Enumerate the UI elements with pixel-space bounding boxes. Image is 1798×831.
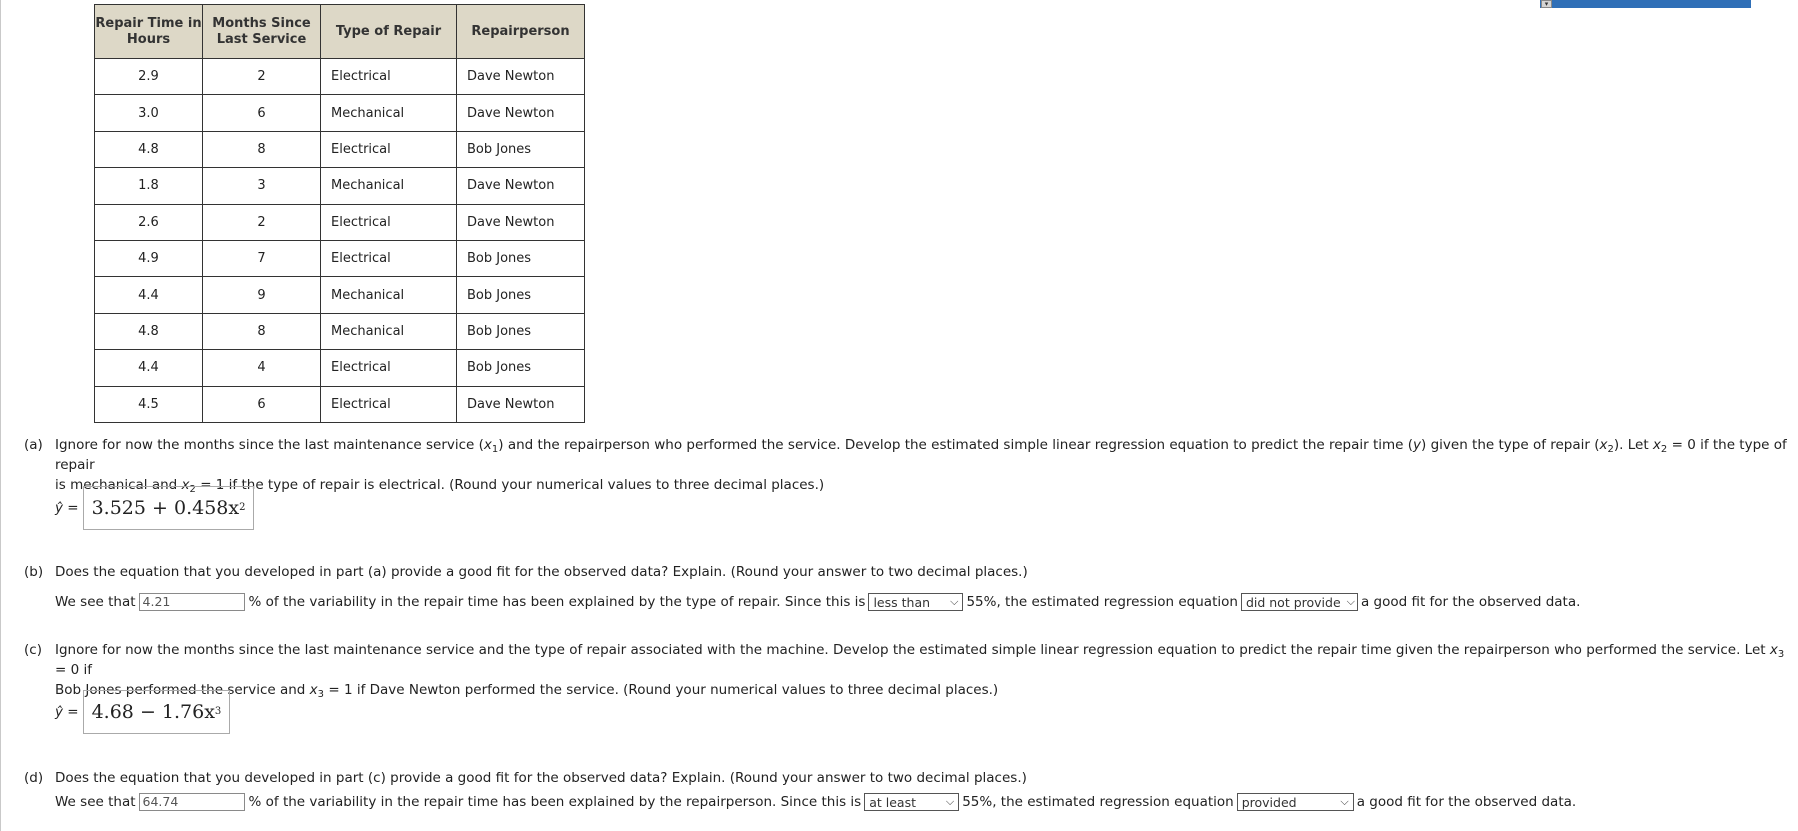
comparison-select-d[interactable]: at least ⌵	[864, 793, 959, 811]
question-c-text: Ignore for now the months since the last maintenance service and the type of repair associated with the machine. Develop the estimated simple linear regression equation to predict the repair time given the repairperson who performed the service. Let $x_3 = 0$ if Bob Jones performed the service and $x_3 = 1$ if Dave Newton performed the service. (Round your numerical values to three decimal places.)	[55, 642, 1785, 700]
table-row: 2.9 2 Electrical Dave Newton	[95, 59, 585, 95]
table-row: 4.8 8 Mechanical Bob Jones	[95, 313, 585, 349]
answer-b-line: We see that 4.21 % of the variability in the repair time has been explained by the type of repair. Since this is less than ⌵ 55%, the estimated regression equation did not provide ⌵ a good fit for the observed data.	[55, 594, 1581, 610]
answer-a-field[interactable]: 3.525 + 0.458x 2	[83, 486, 255, 530]
left-border	[0, 0, 1, 831]
chevron-down-icon: ⌵	[945, 795, 955, 808]
yhat-label: ŷ =	[55, 500, 79, 516]
part-a-tag: (a)	[24, 437, 43, 453]
fit-select-d[interactable]: provided ⌵	[1237, 793, 1354, 811]
header-type-of-repair: Type of Repair	[321, 5, 457, 59]
percent-input-b[interactable]: 4.21	[139, 593, 245, 611]
comparison-select-b[interactable]: less than ⌵	[868, 593, 963, 611]
table-row: 1.8 3 Mechanical Dave Newton	[95, 168, 585, 204]
header-repair-time: Repair Time in Hours	[95, 5, 203, 59]
answer-c-field[interactable]: 4.68 − 1.76x 3	[83, 690, 231, 734]
top-progress-bar	[1540, 0, 1751, 8]
table-row: 3.0 6 Mechanical Dave Newton	[95, 95, 585, 131]
table-header-row	[95, 5, 585, 59]
table-row: 4.5 6 Electrical Dave Newton	[95, 386, 585, 422]
chevron-down-icon: ⌵	[950, 595, 959, 608]
part-b-tag: (b)	[24, 564, 44, 580]
chevron-down-icon: ⌵	[1340, 795, 1349, 808]
question-d-text: Does the equation that you developed in part (c) provide a good fit for the observed data? Explain. (Round your answer to two decimal places.)	[55, 770, 1027, 786]
chevron-down-icon: ⌵	[1346, 595, 1355, 608]
table-row: 4.4 4 Electrical Bob Jones	[95, 350, 585, 386]
part-d-tag: (d)	[24, 770, 44, 786]
header-months-since-service: Months Since Last Service	[203, 5, 321, 59]
answer-a-row	[55, 486, 254, 530]
answer-d-line: We see that 64.74 % of the variability in the repair time has been explained by the repairperson. Since this is at least ⌵ 55%, the estimated regression equation provided ⌵ a good fit for the observed data.	[55, 794, 1577, 810]
percent-input-d[interactable]: 64.74	[139, 793, 245, 811]
data-table	[94, 4, 585, 423]
header-repairperson: Repairperson	[457, 5, 585, 59]
question-a-text: Ignore for now the months since the last maintenance service $(x_1)$ and the repairperson who performed the service. Develop the estimated simple linear regression equation to predict the repair time (y) given the type of repair $(x_2)$. Let $x_2 = 0$ if the type of repair is mechanical and $x_2 = 1$ if the type of repair is electrical. (Round your numerical values to three decimal places.)	[55, 437, 1787, 495]
yhat-label: ŷ =	[55, 704, 79, 720]
table-row: 2.6 2 Electrical Dave Newton	[95, 204, 585, 240]
table-row: 4.9 7 Electrical Bob Jones	[95, 240, 585, 276]
collapse-icon[interactable]: ▾	[1541, 0, 1552, 8]
answer-c-row	[55, 690, 230, 734]
part-c-tag: (c)	[24, 642, 42, 658]
question-b-text: Does the equation that you developed in part (a) provide a good fit for the observed data? Explain. (Round your answer to two decimal places.)	[55, 564, 1028, 580]
fit-select-b[interactable]: did not provide ⌵	[1241, 593, 1358, 611]
table-row: 4.8 8 Electrical Bob Jones	[95, 131, 585, 167]
table-row: 4.4 9 Mechanical Bob Jones	[95, 277, 585, 313]
